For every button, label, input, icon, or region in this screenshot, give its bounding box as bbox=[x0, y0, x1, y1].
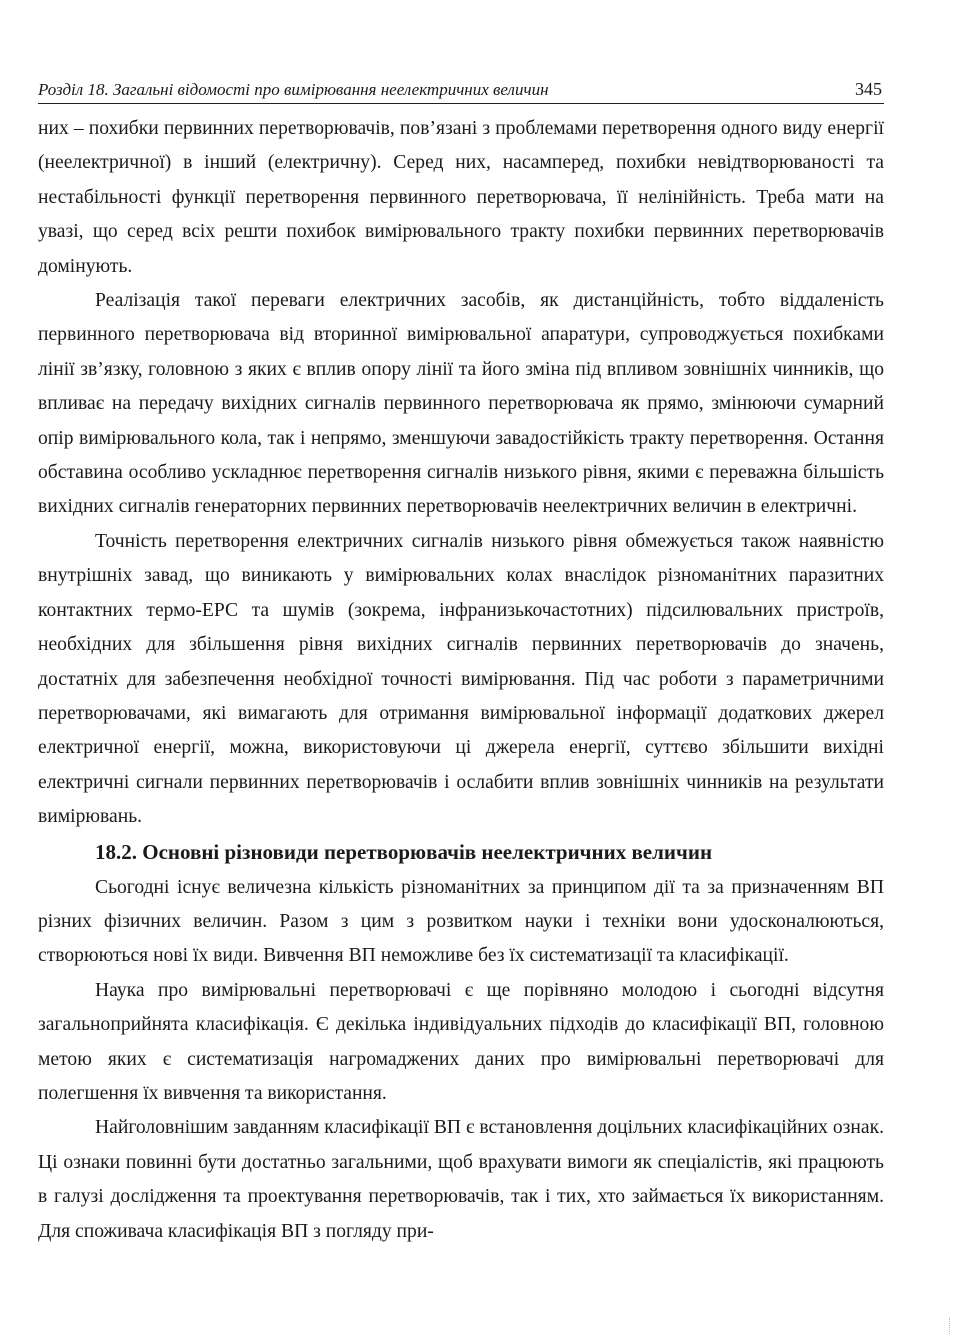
paragraph: Точність перетворення електричних сигналів низького рівня обмежується також наявністю внутрішніх завад, що виникають у вимірювальних колах внаслідок різноманітних паразитних контактних термо-ЕРС та шумів (зокрема, інфранизькочастотних) підсилювальних пристроїв, необхідних для збільшення рівня вихідних сигналів первинних перетворювачів до значень, достатніх для забезпечення необхідної точності вимірювання. Під час роботи з параметричними перетворювачами, які вимагають для отримання вимірювальної інформації додаткових джерел електричної енергії, можна, використовуючи ці джерела енергії, суттєво збільшити вихідні електричні сигнали первинних перетворювачів і ослабити вплив зовнішніх чинників на результати вимірювань. bbox=[38, 530, 884, 828]
section-heading: 18.2. Основні різновиди перетворювачів неелектричних величин bbox=[95, 839, 713, 864]
paragraph: Найголовнішим завданням класифікації ВП є встановлення доцільних класифікаційних ознак. Ці ознаки повинні бути достатньо загальними, щоб врахувати вимоги як спеціалістів, які працюють в галузі дослідження та проектування перетворювачів, так і тих, хто займається їх використанням. Для споживача класифікація ВП з погляду при- bbox=[38, 1117, 884, 1242]
running-header bbox=[38, 78, 884, 104]
document-page bbox=[38, 78, 884, 1249]
paragraph: Наука про вимірювальні перетворювачі є ще порівняно молодою і сьогодні відсутня загальноприйнята класифікація. Є декілька індивідуальних підходів до класифікації ВП, головною метою яких є систематизація нагромаджених даних про вимірювальні перетворювачі для полегшення їх вивчення та використання. bbox=[38, 979, 884, 1104]
paragraph: Реалізація такої переваги електричних засобів, як дистанційність, тобто віддаленість первинного перетворювача від вторинної вимірювальної апаратури, супроводжується похибками лінії зв’язку, головною з яких є вплив опору лінії та його зміна під впливом зовнішніх чинників, що впливає на передачу вихідних сигналів первинного перетворювача як прямо, змінюючи сумарний опір вимірювального кола, так і непрямо, зменшуючи завадостійкість тракту перетворення. Остання обставина особливо ускладнює перетворення сигналів низького рівня, якими є переважна більшість вихідних сигналів генераторних первинних перетворювачів неелектричних величин в електричні. bbox=[38, 290, 884, 518]
scan-edge-mark bbox=[949, 1318, 952, 1334]
paragraph: них – похибки первинних перетворювачів, пов’язані з проблемами перетворення одного виду енергії (неелектричної) в інший (електричну). Серед них, насамперед, похибки невідтворюваності та нестабільності функції перетворення первинного перетворювача, її нелінійність. Треба мати на увазі, що серед всіх решти похибок вимірювального тракту похибки первинних перетворювачів домінують. bbox=[38, 118, 884, 277]
running-title: Розділ 18. Загальні відомості про вимірювання неелектричних величин bbox=[38, 80, 549, 99]
body-text bbox=[38, 112, 884, 1249]
page-number: 345 bbox=[855, 79, 882, 99]
paragraph: Сьогодні існує величезна кількість різноманітних за принципом дії та за призначенням ВП різних фізичних величин. Разом з цим з розвитком науки і техніки вони удосконалюються, створюються нові їх види. Вивчення ВП неможливе без їх систематизації та класифікації. bbox=[38, 876, 884, 967]
